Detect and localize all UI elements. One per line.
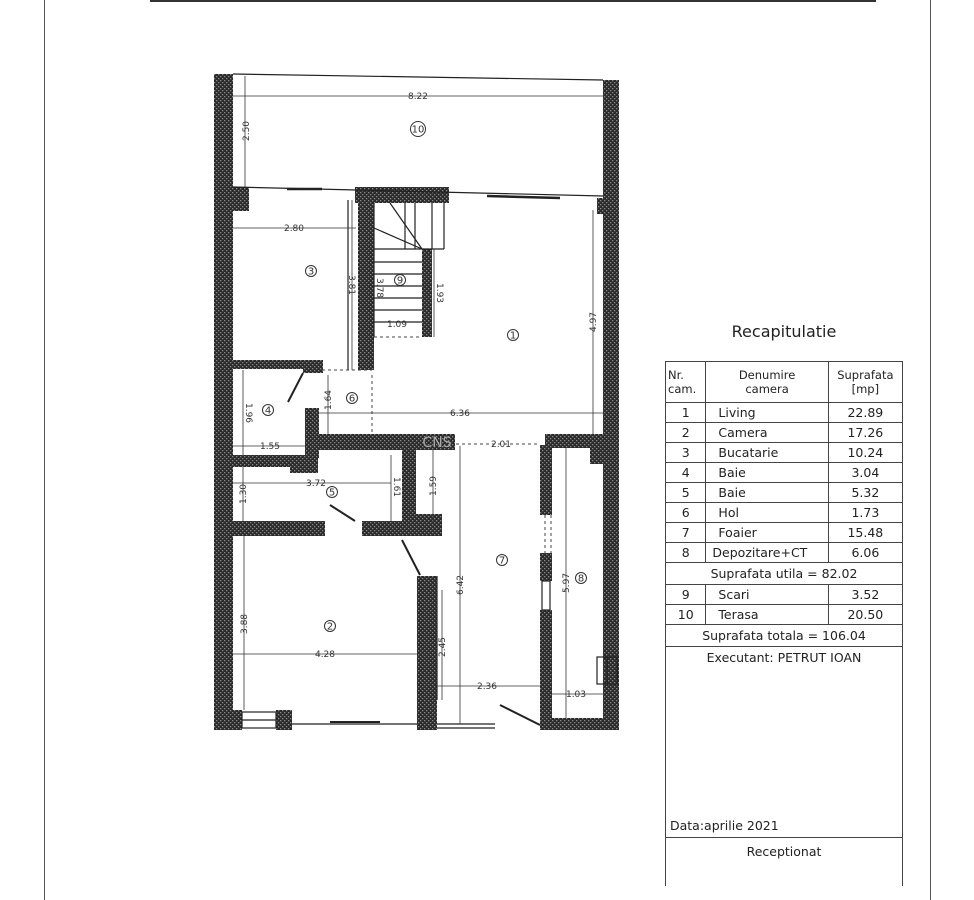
total-area-row bbox=[666, 625, 903, 647]
dim-stairs-inner: 1.93 bbox=[434, 282, 444, 304]
dim-stairs-width: 1.09 bbox=[386, 320, 408, 330]
table-row bbox=[666, 605, 903, 625]
room-label-10: 10 bbox=[411, 124, 425, 136]
room-label-8: 8 bbox=[577, 573, 585, 585]
dim-foyer-wall: 2.45 bbox=[438, 636, 448, 658]
dim-foyer-depth: 6.42 bbox=[456, 574, 466, 596]
room-area: 15.48 bbox=[828, 523, 902, 543]
room-area: 22.89 bbox=[828, 403, 902, 423]
dim-terrace-depth: 2.50 bbox=[242, 120, 252, 142]
room-area: 5.32 bbox=[828, 483, 902, 503]
room-area: 20.50 bbox=[828, 605, 902, 625]
room-nr: 8 bbox=[666, 543, 706, 563]
room-name: Terasa bbox=[706, 605, 828, 625]
table-row bbox=[666, 483, 903, 503]
dim-terrace-width: 8.22 bbox=[407, 92, 429, 102]
table-row bbox=[666, 523, 903, 543]
room-area: 17.26 bbox=[828, 423, 902, 443]
header-area bbox=[828, 362, 902, 403]
room-area: 1.73 bbox=[828, 503, 902, 523]
dim-storage-depth: 5.97 bbox=[562, 572, 572, 594]
room-nr: 10 bbox=[666, 605, 706, 625]
dim-foyer-opening: 2.01 bbox=[490, 440, 512, 450]
room-name: Hol bbox=[706, 503, 828, 523]
dim-hall-depth: 1.64 bbox=[324, 389, 334, 411]
dim-living-depth: 4.97 bbox=[589, 311, 599, 333]
header-name-line2: camera bbox=[745, 382, 789, 396]
room-label-4: 4 bbox=[264, 405, 272, 417]
room-label-7: 7 bbox=[498, 555, 506, 567]
table-row bbox=[666, 403, 903, 423]
room-label-5: 5 bbox=[328, 487, 336, 499]
dim-bath5-width: 3.72 bbox=[305, 479, 327, 489]
header-nr-line2: cam. bbox=[668, 382, 697, 396]
header-area-line1: Suprafata bbox=[837, 368, 894, 382]
header-area-line2: [mp] bbox=[851, 382, 880, 396]
dim-bath5-depth-left: 1.30 bbox=[239, 483, 249, 505]
room-nr: 5 bbox=[666, 483, 706, 503]
total-area: Suprafata totala = 106.04 bbox=[666, 625, 903, 647]
room-name: Foaier bbox=[706, 523, 828, 543]
table-row bbox=[666, 443, 903, 463]
room-label-2: 2 bbox=[326, 621, 334, 633]
useful-area-total: Suprafata utila = 82.02 bbox=[666, 563, 903, 585]
dim-kitchen-depth: 3.81 bbox=[346, 274, 356, 296]
table-row bbox=[666, 423, 903, 443]
room-name: Scari bbox=[706, 585, 828, 605]
received-row bbox=[666, 838, 903, 887]
useful-area-row bbox=[666, 563, 903, 585]
walls bbox=[214, 74, 619, 730]
dim-bath5-depth-right: 1.61 bbox=[391, 476, 401, 498]
dim-kitchen-width: 2.80 bbox=[283, 224, 305, 234]
room-name: Baie bbox=[706, 483, 828, 503]
room-area: 10.24 bbox=[828, 443, 902, 463]
header-nr-line1: Nr. bbox=[668, 368, 684, 382]
table-row bbox=[666, 503, 903, 523]
recap-table bbox=[665, 361, 903, 886]
dim-storage-width: 1.03 bbox=[565, 690, 587, 700]
room-nr: 1 bbox=[666, 403, 706, 423]
room-label-1: 1 bbox=[509, 330, 517, 342]
room-area: 3.04 bbox=[828, 463, 902, 483]
header-name bbox=[706, 362, 828, 403]
room-nr: 7 bbox=[666, 523, 706, 543]
dim-closet-depth: 1.59 bbox=[429, 475, 439, 497]
dim-stairs-length: 3.78 bbox=[374, 277, 384, 299]
room-label-6: 6 bbox=[348, 393, 356, 405]
dim-bedroom-depth: 3.88 bbox=[240, 613, 250, 635]
room-name: Camera bbox=[706, 423, 828, 443]
room-label-3: 3 bbox=[307, 266, 315, 278]
dim-bath4-depth: 1.96 bbox=[243, 402, 253, 424]
received-label: Receptionat bbox=[666, 838, 903, 887]
header-nr bbox=[666, 362, 706, 403]
executant-cell bbox=[666, 647, 903, 838]
table-row bbox=[666, 543, 903, 563]
document-date: Data:aprilie 2021 bbox=[670, 818, 779, 833]
dim-foyer-width: 2.36 bbox=[476, 682, 498, 692]
room-label-9: 9 bbox=[396, 275, 404, 287]
room-nr: 4 bbox=[666, 463, 706, 483]
watermark: CNS bbox=[422, 435, 452, 451]
room-nr: 2 bbox=[666, 423, 706, 443]
room-name: Depozitare+CT bbox=[706, 543, 828, 563]
executant-row bbox=[666, 647, 903, 838]
room-area: 6.06 bbox=[828, 543, 902, 563]
executant-name: Executant: PETRUT IOAN bbox=[706, 650, 862, 665]
room-name: Living bbox=[706, 403, 828, 423]
dim-living-width: 6.36 bbox=[449, 409, 471, 419]
dim-bath4-width: 1.55 bbox=[259, 442, 281, 452]
room-nr: 6 bbox=[666, 503, 706, 523]
room-name: Baie bbox=[706, 463, 828, 483]
room-name: Bucatarie bbox=[706, 443, 828, 463]
room-nr: 3 bbox=[666, 443, 706, 463]
dim-bedroom-width: 4.28 bbox=[314, 650, 336, 660]
room-nr: 9 bbox=[666, 585, 706, 605]
recap-header-row bbox=[666, 362, 903, 403]
table-row bbox=[666, 463, 903, 483]
recap-title: Recapitulatie bbox=[731, 322, 837, 341]
header-name-line1: Denumire bbox=[738, 368, 796, 382]
room-area: 3.52 bbox=[828, 585, 902, 605]
table-row bbox=[666, 585, 903, 605]
